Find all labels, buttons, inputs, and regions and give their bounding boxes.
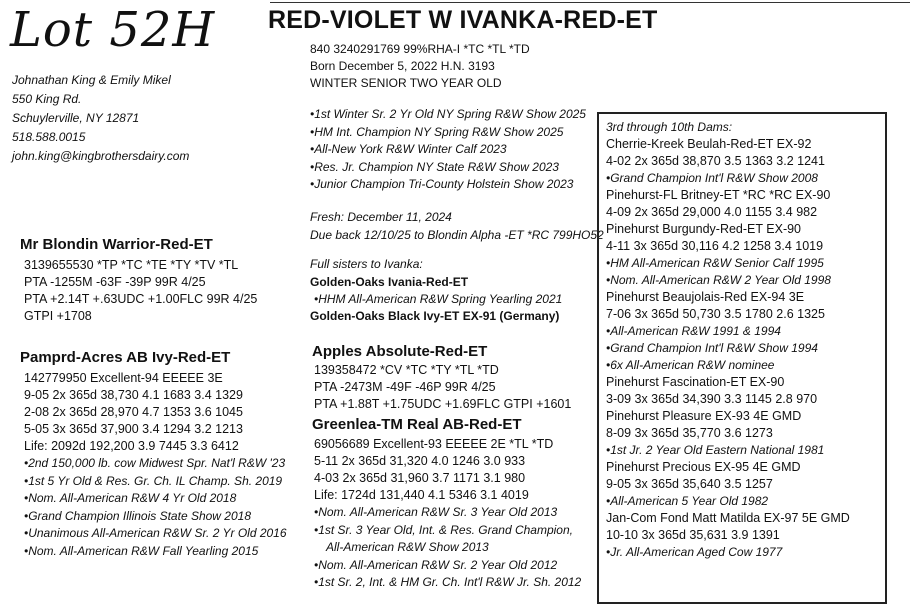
dam-entry-note: •Jr. All-American Aged Cow 1977 [606, 545, 783, 559]
page-title: RED-VIOLET W IVANKA-RED-ET [268, 6, 658, 34]
award-item: •Res. Jr. Champion NY State R&W Show 2023 [310, 159, 559, 174]
dam-info [24, 370, 287, 560]
award-item: •1st Winter Sr. 2 Yr Old NY Spring R&W Show 2025 [310, 107, 586, 121]
animal-line: Born December 5, 2022 H.N. 3193 [310, 59, 495, 73]
dam-name: Pamprd-Acres AB Ivy-Red-ET [20, 349, 231, 366]
dam-entry-record: 3-09 3x 365d 34,390 3.3 1145 2.8 970 [606, 392, 818, 406]
dam-note: •Nom. All-American R&W Fall Yearling 2015 [24, 543, 259, 558]
dam-entry-note: •1st Jr. 2 Year Old Eastern National 1981 [606, 443, 825, 457]
award-item: •All-New York R&W Winter Calf 2023 [310, 142, 507, 156]
full-sister-name: Golden-Oaks Ivania-Red-ET [310, 274, 469, 289]
granddam-record: 4-03 2x 365d 31,960 3.7 1171 3.1 980 [314, 471, 526, 485]
animal-info [310, 41, 530, 92]
dam-entry-note: •HM All-American R&W Senior Calf 1995 [606, 256, 824, 270]
dam-entry-record: 4-09 2x 365d 29,000 4.0 1155 3.4 982 [606, 205, 818, 219]
sire-line: GTPI +1708 [24, 309, 92, 323]
owner-line: 518.588.0015 [12, 130, 86, 144]
owner-line: 550 King Rd. [12, 92, 82, 106]
dam-entry-note: •All-American R&W 1991 & 1994 [606, 324, 781, 338]
fresh-line: Fresh: December 11, 2024 [310, 210, 452, 224]
dam-entry-note: •Grand Champion Int'l R&W Show 1994 [606, 341, 818, 355]
granddam-record: 5-11 2x 365d 31,320 4.0 1246 3.0 933 [314, 454, 526, 468]
fresh-info [310, 209, 604, 244]
full-sisters [310, 256, 562, 325]
granddam-info [314, 436, 581, 592]
animal-line: 840 3240291769 99%RHA-I *TC *TL *TD [310, 42, 530, 56]
dam-entry-record: 9-05 3x 365d 35,640 3.5 1257 [606, 477, 773, 491]
dam-entry-record: 7-06 3x 365d 50,730 3.5 1780 2.6 1325 [606, 307, 825, 321]
granddam-note: •1st Sr. 3 Year Old, Int. & Res. Grand Champion, [314, 522, 573, 537]
mgs-name: Apples Absolute-Red-ET [312, 343, 488, 360]
dam-record: 5-05 3x 365d 37,900 3.4 1294 3.2 1213 [24, 422, 243, 436]
due-line: Due back 12/10/25 to Blondin Alpha -ET *RC 799HO52 [310, 227, 604, 242]
dam-entry-note: •Nom. All-American R&W 2 Year Old 1998 [606, 273, 831, 287]
dams-heading: 3rd through 10th Dams: [606, 120, 733, 134]
sire-info [24, 257, 257, 325]
dam-entry-name: Pinehurst Fascination-ET EX-90 [606, 375, 785, 389]
dam-note: •Grand Champion Illinois State Show 2018 [24, 508, 251, 523]
award-item: •Junior Champion Tri-County Holstein Show 2023 [310, 177, 574, 191]
dam-entry-name: Pinehurst Pleasure EX-93 4E GMD [606, 409, 802, 423]
dam-entry-name: Pinehurst Precious EX-95 4E GMD [606, 460, 801, 474]
award-item: •HM Int. Champion NY Spring R&W Show 2025 [310, 124, 564, 139]
dam-entry-record: 8-09 3x 365d 35,770 3.6 1273 [606, 426, 773, 440]
granddam-line: 69056689 Excellent-93 EEEEE 2E *TL *TD [314, 437, 554, 451]
sire-line: PTA -1255M -63F -39P 99R 4/25 [24, 275, 206, 289]
dam-note: •2nd 150,000 lb. cow Midwest Spr. Nat'l R&W '23 [24, 456, 286, 470]
animal-awards [310, 106, 586, 194]
dam-line: 142779950 Excellent-94 EEEEE 3E [24, 371, 223, 385]
granddam-record: Life: 1724d 131,440 4.1 5346 3.1 4019 [314, 488, 529, 502]
owner-line: Johnathan King & Emily Mikel [12, 73, 171, 87]
dam-entry-record: 4-11 3x 365d 30,116 4.2 1258 3.4 1019 [606, 239, 824, 253]
dam-record: 2-08 2x 365d 28,970 4.7 1353 3.6 1045 [24, 405, 243, 419]
dams-list [606, 119, 850, 561]
top-rule [270, 2, 910, 3]
mgs-line: PTA +1.88T +1.75UDC +1.69FLC GTPI +1601 [314, 397, 572, 411]
dam-entry-name: Jan-Com Fond Matt Matilda EX-97 5E GMD [606, 511, 850, 525]
dam-record: 9-05 2x 365d 38,730 4.1 1683 3.4 1329 [24, 388, 243, 402]
dam-note: •1st 5 Yr Old & Res. Gr. Ch. IL Champ. Sh. 2019 [24, 473, 283, 488]
full-sisters-label: Full sisters to Ivanka: [310, 257, 423, 271]
lot-number: Lot 52H [10, 2, 216, 58]
dam-entry-record: 4-02 2x 365d 38,870 3.5 1363 3.2 1241 [606, 154, 825, 168]
dam-entry-record: 10-10 3x 365d 35,631 3.9 1391 [606, 528, 780, 542]
animal-line: WINTER SENIOR TWO YEAR OLD [310, 76, 502, 90]
owner-block [12, 71, 189, 166]
dam-entry-name: Pinehurst-FL Britney-ET *RC *RC EX-90 [606, 188, 831, 202]
dam-note: •Nom. All-American R&W 4 Yr Old 2018 [24, 491, 237, 505]
mgs-info [314, 362, 571, 413]
full-sister-name: Golden-Oaks Black Ivy-ET EX-91 (Germany) [310, 309, 560, 323]
dam-note: •Unanimous All-American R&W Sr. 2 Yr Old 2016 [24, 526, 287, 540]
dam-entry-note: •All-American 5 Year Old 1982 [606, 494, 769, 508]
dam-entry-name: Pinehurst Burgundy-Red-ET EX-90 [606, 222, 802, 236]
dam-entry-name: Cherrie-Kreek Beulah-Red-ET EX-92 [606, 137, 812, 151]
sire-name: Mr Blondin Warrior-Red-ET [20, 236, 213, 253]
owner-email: john.king@kingbrothersdairy.com [12, 149, 190, 163]
owner-line: Schuylerville, NY 12871 [12, 111, 140, 125]
sire-line: 3139655530 *TP *TC *TE *TY *TV *TL [24, 258, 239, 272]
granddam-note: •Nom. All-American R&W Sr. 2 Year Old 2012 [314, 557, 558, 572]
dam-record: Life: 2092d 192,200 3.9 7445 3.3 6412 [24, 439, 239, 453]
full-sister-note: •HHM All-American R&W Spring Yearling 2021 [314, 291, 563, 306]
mgs-line: PTA -2473M -49F -46P 99R 4/25 [314, 380, 496, 394]
granddam-name: Greenlea-TM Real AB-Red-ET [312, 416, 522, 433]
mgs-line: 139358472 *CV *TC *TY *TL *TD [314, 363, 499, 377]
dam-entry-note: •Grand Champion Int'l R&W Show 2008 [606, 171, 818, 185]
granddam-note: •Nom. All-American R&W Sr. 3 Year Old 2013 [314, 505, 558, 519]
granddam-note: •1st Sr. 2, Int. & HM Gr. Ch. Int'l R&W Jr. Sh. 2012 [314, 575, 582, 589]
dam-entry-name: Pinehurst Beaujolais-Red EX-94 3E [606, 290, 805, 304]
granddam-note: All-American R&W Show 2013 [326, 540, 489, 554]
dam-entry-note: •6x All-American R&W nominee [606, 358, 775, 372]
sire-line: PTA +2.14T +.63UDC +1.00FLC 99R 4/25 [24, 292, 258, 306]
